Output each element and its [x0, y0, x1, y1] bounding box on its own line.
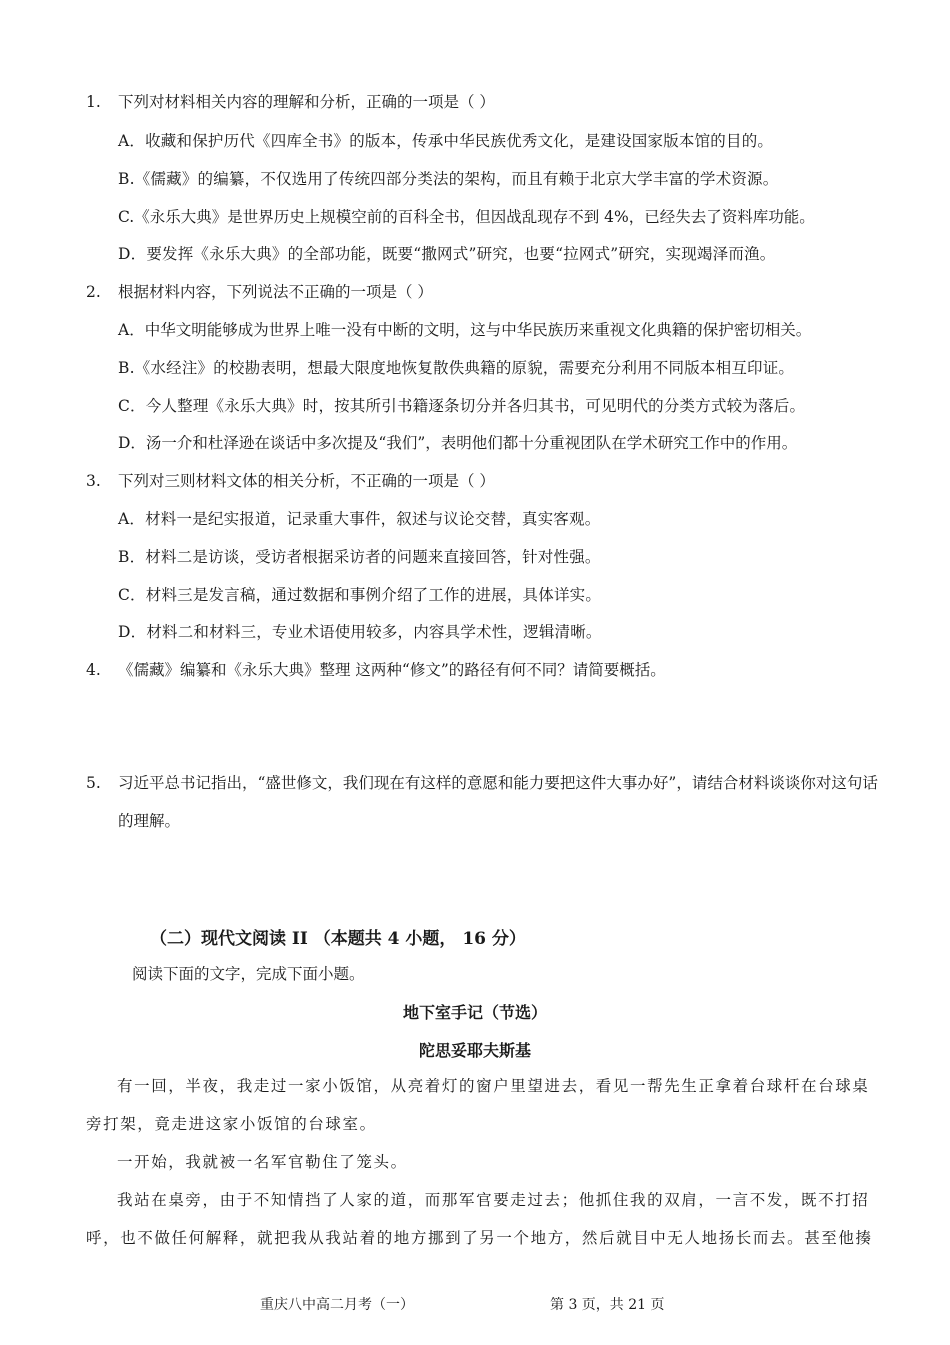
option-b: B.《儒藏》的编纂，不仅选用了传统四部分类法的架构，而且有赖于北京大学丰富的学术资源。 — [118, 170, 779, 188]
question-text: 《儒藏》编纂和《永乐大典》整理 这两种“修文”的路径有何不同？请简要概括。 — [118, 661, 666, 679]
option-a: A．收藏和保护历代《四库全书》的版本，传承中华民族优秀文化，是建设国家版本馆的目的。 — [118, 132, 774, 150]
option-c: C．今人整理《永乐大典》时，按其所引书籍逐条切分并各归其书，可见明代的分类方式较为落后。 — [118, 397, 806, 415]
footer-school: 重庆八中高二月考（一） — [260, 1297, 414, 1313]
paragraph: 我站在桌旁，由于不知情挡了人家的道，而那军官要走过去；他抓住我的双肩，一言不发，既不打招呼，也不做任何解释，就把我从我站着的地方挪到了另一个地方，然后就目中无人地扬长而去。甚至他揍 — [86, 1191, 873, 1247]
option-d: D．汤一介和杜泽逊在谈话中多次提及“我们”，表明他们都十分重视团队在学术研究工作中的作用。 — [118, 434, 798, 452]
question-text: 习近平总书记指出，“盛世修文，我们现在有这样的意愿和能力要把这件大事办好”，请结合材料谈谈你对这句话的理解。 — [118, 774, 878, 830]
question-text: 下列对材料相关内容的理解和分析，正确的一项是（ ） — [118, 93, 495, 111]
article-title: 地下室手记（节选） — [402, 1003, 547, 1022]
question-text: 下列对三则材料文体的相关分析，不正确的一项是（ ） — [118, 472, 495, 490]
option-a: A．中华文明能够成为世界上唯一没有中断的文明，这与中华民族历来重视文化典籍的保护密切相关。 — [118, 321, 812, 339]
paragraph: 有一回，半夜，我走过一家小饭馆，从亮着灯的窗户里望进去，看见一帮先生正拿着台球杆在台球桌旁打架，竟走进这家小饭馆的台球室。 — [86, 1077, 870, 1133]
option-d: D．材料二和材料三，专业术语使用较多，内容具学术性，逻辑清晰。 — [118, 623, 602, 641]
option-c: C．材料三是发言稿，通过数据和事例介绍了工作的进展，具体详实。 — [118, 586, 602, 604]
option-a: A．材料一是纪实报道，记录重大事件，叙述与议论交替，真实客观。 — [118, 510, 601, 528]
section-intro: 阅读下面的文字，完成下面小题。 — [132, 965, 365, 983]
article-author: 陀思妥耶夫斯基 — [418, 1041, 531, 1060]
option-b: B.《水经注》的校勘表明，想最大限度地恢复散佚典籍的原貌，需要充分利用不同版本相互印证。 — [118, 359, 795, 377]
footer-page: 第 3 页，共 21 页 — [550, 1297, 665, 1313]
paragraph: 一开始，我就被一名军官勒住了笼头。 — [117, 1153, 408, 1171]
option-b: B．材料二是访谈，受访者根据采访者的问题来直接回答，针对性强。 — [118, 548, 601, 566]
question-number: 5. — [86, 774, 101, 792]
question-text: 根据材料内容，下列说法不正确的一项是（ ） — [118, 283, 433, 301]
section-title: （二）现代文阅读 II （本题共 4 小题， 16 分） — [150, 929, 526, 949]
question-number: 3. — [86, 472, 101, 490]
option-d: D．要发挥《永乐大典》的全部功能，既要“撒网式”研究，也要“拉网式”研究，实现竭泽而渔。 — [118, 245, 776, 263]
question-number: 2. — [86, 283, 101, 301]
question-number: 4. — [86, 661, 101, 679]
option-c: C.《永乐大典》是世界历史上规模空前的百科全书，但因战乱现存不到 4%，已经失去了资料库功能。 — [118, 208, 815, 226]
question-number: 1. — [86, 93, 101, 111]
